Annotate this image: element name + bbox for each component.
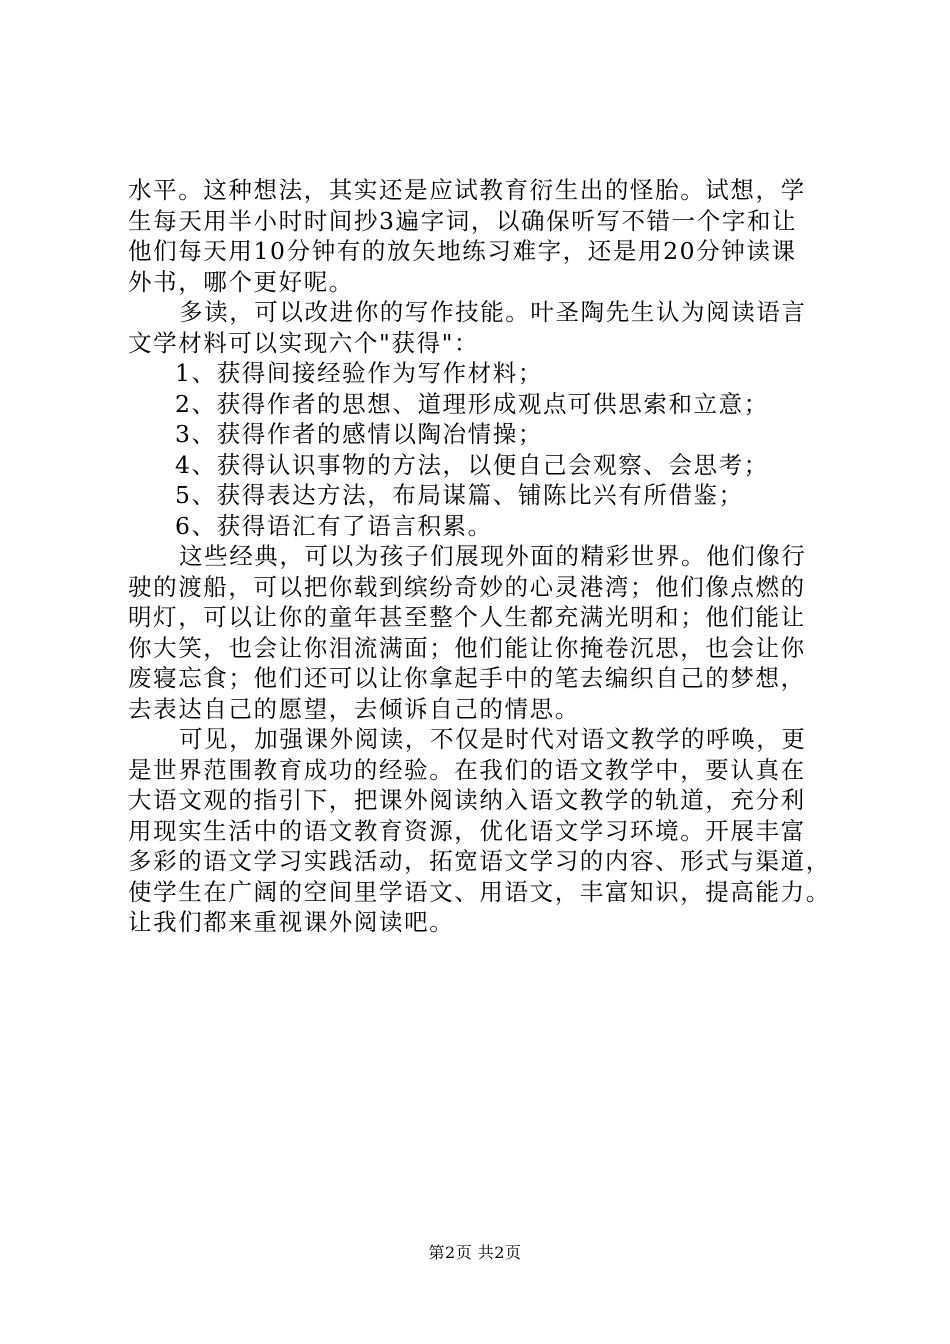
list-item: 4、获得认识事物的方法，以便自己会观察、会思考；: [175, 450, 769, 479]
body-text: [128, 175, 858, 938]
page-footer: 第2页 共2页: [428, 1243, 522, 1262]
text-line: 生每天用半小时时间抄3遍字词，以确保听写不错一个字和让: [128, 206, 798, 235]
text-line: 明灯，可以让你的童年甚至整个人生都充满光明和；他们能让: [128, 603, 806, 631]
paragraph-conclusion: [128, 724, 858, 938]
text-line: 你大笑，也会让你泪流满面；他们能让你掩卷沉思，也会让你: [128, 633, 806, 662]
paragraph-classics: [128, 541, 858, 724]
list-item: 2、获得作者的思想、道理形成观点可供思索和立意；: [175, 389, 769, 418]
list-item: 5、获得表达方法，布局谋篇、铺陈比兴有所借鉴；: [175, 481, 744, 509]
paragraph-writing-skills: [128, 297, 858, 358]
text-line: 让我们都来重视课外阅读吧。: [128, 908, 455, 936]
text-line: 他们每天用10分钟有的放矢地练习难字，还是用20分钟读课: [128, 237, 797, 265]
text-line: 驶的渡船，可以把你载到缤纷奇妙的心灵港湾；他们像点燃的: [128, 572, 806, 601]
text-line: 使学生在广阔的空间里学语文、用语文，丰富知识，提高能力。: [128, 877, 831, 906]
list-item: 1、获得间接经验作为写作材料；: [175, 359, 543, 387]
text-line: 多读，可以改进你的写作技能。叶圣陶先生认为阅读语言: [179, 298, 807, 326]
text-line: 外书，哪个更好呢。: [128, 267, 354, 296]
text-line: 是世界范围教育成功的经验。在我们的语文教学中，要认真在: [128, 755, 806, 784]
text-line: 水平。这种想法，其实还是应试教育衍生出的怪胎。试想，学: [128, 176, 806, 204]
text-line: 用现实生活中的语文教育资源，优化语文学习环境。开展丰富: [128, 816, 806, 845]
text-line: 废寝忘食；他们还可以让你拿起手中的笔去编织自己的梦想，: [128, 664, 806, 692]
text-line: 去表达自己的愿望，去倾诉自己的情思。: [128, 694, 580, 723]
list-item: 6、获得语汇有了语言积累。: [175, 511, 493, 540]
text-line: 文学材料可以实现六个"获得"：: [128, 328, 480, 357]
text-line: 多彩的语文学习实践活动，拓宽语文学习的内容、形式与渠道，: [128, 847, 831, 875]
paragraph-continuation: [128, 175, 858, 297]
list-gains: [128, 358, 858, 541]
list-item: 3、获得作者的感情以陶冶情操；: [175, 420, 543, 448]
text-line: 大语文观的指引下，把课外阅读纳入语文教学的轨道，充分利: [128, 786, 806, 814]
text-line: 这些经典，可以为孩子们展现外面的精彩世界。他们像行: [179, 542, 807, 570]
text-line: 可见，加强课外阅读，不仅是时代对语文教学的呼唤，更: [179, 725, 807, 753]
